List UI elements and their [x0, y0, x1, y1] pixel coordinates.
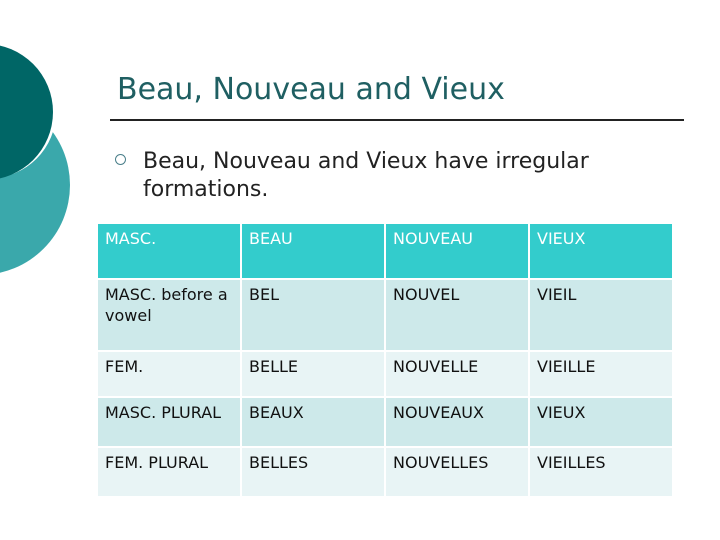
table-cell: BELLE	[241, 351, 385, 397]
table-cell: NOUVELLE	[385, 351, 529, 397]
table-cell: VIEUX	[529, 223, 673, 279]
table-cell: FEM. PLURAL	[97, 447, 241, 497]
table-cell: BELLES	[241, 447, 385, 497]
table-cell: NOUVEAU	[385, 223, 529, 279]
table-cell: VIEIL	[529, 279, 673, 351]
table-cell: MASC. before a vowel	[97, 279, 241, 351]
table-cell: MASC.	[97, 223, 241, 279]
table-cell: BEAUX	[241, 397, 385, 447]
bullet-text: Beau, Nouveau and Vieux have irregular formations.	[143, 149, 589, 202]
table-cell: VIEUX	[529, 397, 673, 447]
forms-table	[96, 222, 674, 498]
table-row	[97, 279, 673, 351]
bullet-circle-icon	[115, 154, 126, 165]
table-cell: FEM.	[97, 351, 241, 397]
table-cell: NOUVELLES	[385, 447, 529, 497]
table-row	[97, 351, 673, 397]
table-cell: VIEILLES	[529, 447, 673, 497]
table-cell: BEL	[241, 279, 385, 351]
table-cell: BEAU	[241, 223, 385, 279]
decorative-circles	[0, 0, 90, 300]
bullet-item	[115, 148, 675, 204]
table-cell: NOUVEL	[385, 279, 529, 351]
table-cell: NOUVEAUX	[385, 397, 529, 447]
table-cell: MASC. PLURAL	[97, 397, 241, 447]
table-header-row	[97, 223, 673, 279]
title-underline	[110, 119, 684, 121]
table-row	[97, 397, 673, 447]
table-row	[97, 447, 673, 497]
slide-title: Beau, Nouveau and Vieux	[117, 72, 505, 107]
table-cell: VIEILLE	[529, 351, 673, 397]
